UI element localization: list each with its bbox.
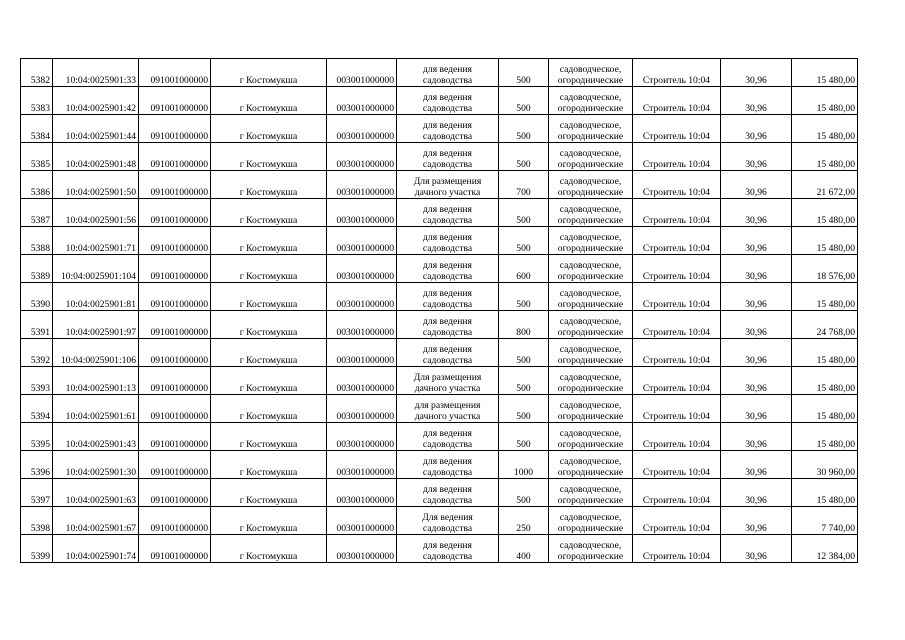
specific-value-cell: 30,96	[721, 339, 792, 367]
cadastral-value-cell: 7 740,00	[792, 507, 858, 535]
permitted-use-line: Для размещения	[413, 372, 482, 383]
specific-value-cell: 30,96	[721, 507, 792, 535]
land-category-line: садоводческое,	[559, 372, 622, 383]
permitted-use-line: для ведения	[423, 148, 472, 159]
cadastral-value-cell: 15 480,00	[792, 87, 858, 115]
land-category-line: огороднические	[557, 327, 624, 338]
land-category-line: огороднические	[557, 215, 624, 226]
cadastral-value-cell: 21 672,00	[792, 171, 858, 199]
land-category-line: садоводческое,	[559, 204, 622, 215]
area-cell: 250	[499, 507, 549, 535]
municipal-code-cell: 003001000000	[327, 115, 397, 143]
table-row	[21, 255, 858, 283]
area-cell: 500	[499, 479, 549, 507]
municipal-code-cell: 003001000000	[327, 395, 397, 423]
permitted-use-line: садоводства	[422, 243, 473, 254]
cadastral-group-cell: Строитель 10:04	[633, 227, 721, 255]
permitted-use-line: для ведения	[423, 540, 472, 551]
okato-code-cell: 091001000000	[139, 283, 211, 311]
land-category-line: садоводческое,	[559, 120, 622, 131]
okato-code-cell: 091001000000	[139, 115, 211, 143]
row-number-cell: 5399	[21, 535, 53, 563]
city-cell: г Костомукша	[211, 535, 327, 563]
specific-value-cell: 30,96	[721, 423, 792, 451]
land-category-line: огороднические	[557, 159, 624, 170]
area-cell: 500	[499, 423, 549, 451]
row-number-cell: 5396	[21, 451, 53, 479]
cadastral-group-cell: Строитель 10:04	[633, 535, 721, 563]
permitted-use-line: для ведения	[423, 204, 472, 215]
table-row	[21, 143, 858, 171]
land-category-cell	[549, 395, 633, 423]
cadastral-number-cell: 10:04:0025901:106	[53, 339, 139, 367]
row-number-cell: 5397	[21, 479, 53, 507]
municipal-code-cell: 003001000000	[327, 255, 397, 283]
cadastral-value-cell: 15 480,00	[792, 367, 858, 395]
permitted-use-cell	[397, 479, 499, 507]
land-category-line: садоводческое,	[559, 428, 622, 439]
permitted-use-line: для размещения	[414, 400, 481, 411]
specific-value-cell: 30,96	[721, 367, 792, 395]
row-number-cell: 5387	[21, 199, 53, 227]
permitted-use-cell	[397, 59, 499, 87]
city-cell: г Костомукша	[211, 227, 327, 255]
permitted-use-cell	[397, 339, 499, 367]
cadastral-number-cell: 10:04:0025901:104	[53, 255, 139, 283]
table-row	[21, 199, 858, 227]
permitted-use-line: Для размещения	[413, 176, 482, 187]
land-category-cell	[549, 423, 633, 451]
cadastral-group-cell: Строитель 10:04	[633, 311, 721, 339]
cadastral-group-cell: Строитель 10:04	[633, 367, 721, 395]
permitted-use-cell	[397, 115, 499, 143]
cadastral-number-cell: 10:04:0025901:61	[53, 395, 139, 423]
area-cell: 500	[499, 199, 549, 227]
permitted-use-cell	[397, 367, 499, 395]
cadastral-value-cell: 15 480,00	[792, 283, 858, 311]
city-cell: г Костомукша	[211, 507, 327, 535]
land-category-cell	[549, 339, 633, 367]
permitted-use-line: дачного участка	[414, 383, 481, 394]
permitted-use-line: садоводства	[422, 131, 473, 142]
land-category-cell	[549, 535, 633, 563]
municipal-code-cell: 003001000000	[327, 451, 397, 479]
specific-value-cell: 30,96	[721, 479, 792, 507]
land-category-line: садоводческое,	[559, 456, 622, 467]
cadastral-group-cell: Строитель 10:04	[633, 87, 721, 115]
land-category-cell	[549, 479, 633, 507]
permitted-use-cell	[397, 171, 499, 199]
area-cell: 500	[499, 59, 549, 87]
city-cell: г Костомукша	[211, 339, 327, 367]
land-category-cell	[549, 115, 633, 143]
city-cell: г Костомукша	[211, 395, 327, 423]
municipal-code-cell: 003001000000	[327, 171, 397, 199]
permitted-use-cell	[397, 283, 499, 311]
municipal-code-cell: 003001000000	[327, 59, 397, 87]
area-cell: 500	[499, 227, 549, 255]
okato-code-cell: 091001000000	[139, 59, 211, 87]
land-category-cell	[549, 451, 633, 479]
cadastral-value-cell: 15 480,00	[792, 115, 858, 143]
cadastral-value-cell: 18 576,00	[792, 255, 858, 283]
cadastral-value-cell: 15 480,00	[792, 143, 858, 171]
table-row	[21, 171, 858, 199]
table-row	[21, 367, 858, 395]
specific-value-cell: 30,96	[721, 283, 792, 311]
land-category-line: огороднические	[557, 439, 624, 450]
cadastral-number-cell: 10:04:0025901:56	[53, 199, 139, 227]
land-category-line: садоводческое,	[559, 512, 622, 523]
row-number-cell: 5398	[21, 507, 53, 535]
area-cell: 800	[499, 311, 549, 339]
municipal-code-cell: 003001000000	[327, 479, 397, 507]
okato-code-cell: 091001000000	[139, 255, 211, 283]
land-category-line: огороднические	[557, 551, 624, 562]
city-cell: г Костомукша	[211, 423, 327, 451]
cadastral-group-cell: Строитель 10:04	[633, 283, 721, 311]
permitted-use-line: садоводства	[422, 551, 473, 562]
cadastral-number-cell: 10:04:0025901:50	[53, 171, 139, 199]
land-category-line: огороднические	[557, 75, 624, 86]
permitted-use-line: для ведения	[423, 428, 472, 439]
table-row	[21, 507, 858, 535]
land-category-cell	[549, 311, 633, 339]
row-number-cell: 5393	[21, 367, 53, 395]
specific-value-cell: 30,96	[721, 199, 792, 227]
cadastral-number-cell: 10:04:0025901:74	[53, 535, 139, 563]
row-number-cell: 5383	[21, 87, 53, 115]
city-cell: г Костомукша	[211, 311, 327, 339]
cadastral-group-cell: Строитель 10:04	[633, 451, 721, 479]
row-number-cell: 5390	[21, 283, 53, 311]
cadastral-number-cell: 10:04:0025901:33	[53, 59, 139, 87]
area-cell: 500	[499, 87, 549, 115]
city-cell: г Костомукша	[211, 283, 327, 311]
table-body	[21, 59, 858, 563]
area-cell: 500	[499, 143, 549, 171]
table-row	[21, 59, 858, 87]
land-category-line: огороднические	[557, 495, 624, 506]
cadastral-group-cell: Строитель 10:04	[633, 479, 721, 507]
permitted-use-line: для ведения	[423, 92, 472, 103]
permitted-use-cell	[397, 87, 499, 115]
permitted-use-cell	[397, 507, 499, 535]
area-cell: 500	[499, 395, 549, 423]
specific-value-cell: 30,96	[721, 451, 792, 479]
row-number-cell: 5394	[21, 395, 53, 423]
city-cell: г Костомукша	[211, 143, 327, 171]
table-row	[21, 87, 858, 115]
cadastral-value-cell: 12 384,00	[792, 535, 858, 563]
cadastral-number-cell: 10:04:0025901:42	[53, 87, 139, 115]
land-category-line: садоводческое,	[559, 148, 622, 159]
permitted-use-line: дачного участка	[414, 411, 481, 422]
okato-code-cell: 091001000000	[139, 367, 211, 395]
specific-value-cell: 30,96	[721, 227, 792, 255]
cadastral-value-cell: 30 960,00	[792, 451, 858, 479]
land-category-cell	[549, 507, 633, 535]
land-category-line: огороднические	[557, 383, 624, 394]
city-cell: г Костомукша	[211, 367, 327, 395]
permitted-use-cell	[397, 255, 499, 283]
municipal-code-cell: 003001000000	[327, 311, 397, 339]
table-row	[21, 423, 858, 451]
cadastral-number-cell: 10:04:0025901:67	[53, 507, 139, 535]
area-cell: 500	[499, 339, 549, 367]
row-number-cell: 5391	[21, 311, 53, 339]
land-category-line: садоводческое,	[559, 176, 622, 187]
land-category-cell	[549, 255, 633, 283]
specific-value-cell: 30,96	[721, 87, 792, 115]
cadastral-value-cell: 15 480,00	[792, 479, 858, 507]
land-category-line: огороднические	[557, 411, 624, 422]
row-number-cell: 5382	[21, 59, 53, 87]
cadastral-group-cell: Строитель 10:04	[633, 255, 721, 283]
cadastral-group-cell: Строитель 10:04	[633, 59, 721, 87]
permitted-use-line: садоводства	[422, 271, 473, 282]
land-category-line: огороднические	[557, 187, 624, 198]
permitted-use-line: садоводства	[422, 159, 473, 170]
permitted-use-cell	[397, 395, 499, 423]
municipal-code-cell: 003001000000	[327, 507, 397, 535]
city-cell: г Костомукша	[211, 479, 327, 507]
okato-code-cell: 091001000000	[139, 87, 211, 115]
land-category-line: садоводческое,	[559, 344, 622, 355]
land-category-line: садоводческое,	[559, 484, 622, 495]
city-cell: г Костомукша	[211, 59, 327, 87]
cadastral-group-cell: Строитель 10:04	[633, 199, 721, 227]
city-cell: г Костомукша	[211, 199, 327, 227]
area-cell: 500	[499, 283, 549, 311]
land-category-line: огороднические	[557, 103, 624, 114]
table-row	[21, 339, 858, 367]
land-category-cell	[549, 143, 633, 171]
permitted-use-line: садоводства	[422, 439, 473, 450]
table-row	[21, 227, 858, 255]
okato-code-cell: 091001000000	[139, 143, 211, 171]
permitted-use-line: садоводства	[422, 215, 473, 226]
cadastral-value-cell: 15 480,00	[792, 339, 858, 367]
cadastral-number-cell: 10:04:0025901:48	[53, 143, 139, 171]
permitted-use-cell	[397, 227, 499, 255]
permitted-use-cell	[397, 311, 499, 339]
city-cell: г Костомукша	[211, 115, 327, 143]
land-category-line: садоводческое,	[559, 316, 622, 327]
okato-code-cell: 091001000000	[139, 339, 211, 367]
permitted-use-cell	[397, 143, 499, 171]
specific-value-cell: 30,96	[721, 171, 792, 199]
permitted-use-line: для ведения	[423, 288, 472, 299]
row-number-cell: 5388	[21, 227, 53, 255]
cadastral-number-cell: 10:04:0025901:81	[53, 283, 139, 311]
row-number-cell: 5385	[21, 143, 53, 171]
permitted-use-cell	[397, 423, 499, 451]
permitted-use-cell	[397, 535, 499, 563]
permitted-use-cell	[397, 199, 499, 227]
cadastral-number-cell: 10:04:0025901:63	[53, 479, 139, 507]
cadastral-number-cell: 10:04:0025901:13	[53, 367, 139, 395]
specific-value-cell: 30,96	[721, 59, 792, 87]
specific-value-cell: 30,96	[721, 311, 792, 339]
area-cell: 500	[499, 367, 549, 395]
specific-value-cell: 30,96	[721, 143, 792, 171]
permitted-use-line: дачного участка	[414, 187, 481, 198]
cadastral-group-cell: Строитель 10:04	[633, 423, 721, 451]
municipal-code-cell: 003001000000	[327, 199, 397, 227]
permitted-use-line: для ведения	[423, 344, 472, 355]
permitted-use-line: для ведения	[423, 316, 472, 327]
cadastral-number-cell: 10:04:0025901:71	[53, 227, 139, 255]
cadastral-value-cell: 15 480,00	[792, 227, 858, 255]
cadastral-group-cell: Строитель 10:04	[633, 339, 721, 367]
land-category-line: садоводческое,	[559, 540, 622, 551]
permitted-use-line: садоводства	[422, 467, 473, 478]
municipal-code-cell: 003001000000	[327, 535, 397, 563]
permitted-use-line: для ведения	[423, 260, 472, 271]
table-row	[21, 535, 858, 563]
land-category-cell	[549, 367, 633, 395]
permitted-use-cell	[397, 451, 499, 479]
okato-code-cell: 091001000000	[139, 311, 211, 339]
row-number-cell: 5386	[21, 171, 53, 199]
cadastral-number-cell: 10:04:0025901:44	[53, 115, 139, 143]
area-cell: 700	[499, 171, 549, 199]
okato-code-cell: 091001000000	[139, 171, 211, 199]
table-row	[21, 479, 858, 507]
land-category-line: садоводческое,	[559, 64, 622, 75]
municipal-code-cell: 003001000000	[327, 283, 397, 311]
land-category-cell	[549, 283, 633, 311]
cadastral-number-cell: 10:04:0025901:97	[53, 311, 139, 339]
cadastral-number-cell: 10:04:0025901:30	[53, 451, 139, 479]
okato-code-cell: 091001000000	[139, 479, 211, 507]
land-category-line: садоводческое,	[559, 232, 622, 243]
land-category-cell	[549, 227, 633, 255]
land-category-line: садоводческое,	[559, 400, 622, 411]
municipal-code-cell: 003001000000	[327, 143, 397, 171]
table-row	[21, 451, 858, 479]
cadastral-value-cell: 15 480,00	[792, 395, 858, 423]
okato-code-cell: 091001000000	[139, 423, 211, 451]
cadastral-value-cell: 15 480,00	[792, 199, 858, 227]
area-cell: 600	[499, 255, 549, 283]
permitted-use-line: для ведения	[423, 232, 472, 243]
land-category-line: садоводческое,	[559, 92, 622, 103]
land-category-line: огороднические	[557, 243, 624, 254]
row-number-cell: 5392	[21, 339, 53, 367]
row-number-cell: 5395	[21, 423, 53, 451]
specific-value-cell: 30,96	[721, 255, 792, 283]
cadastral-group-cell: Строитель 10:04	[633, 395, 721, 423]
permitted-use-line: садоводства	[422, 299, 473, 310]
city-cell: г Костомукша	[211, 171, 327, 199]
permitted-use-line: садоводства	[422, 495, 473, 506]
permitted-use-line: для ведения	[423, 120, 472, 131]
cadastral-number-cell: 10:04:0025901:43	[53, 423, 139, 451]
land-category-line: огороднические	[557, 467, 624, 478]
specific-value-cell: 30,96	[721, 115, 792, 143]
land-category-line: садоводческое,	[559, 260, 622, 271]
table-row	[21, 283, 858, 311]
okato-code-cell: 091001000000	[139, 395, 211, 423]
okato-code-cell: 091001000000	[139, 451, 211, 479]
permitted-use-line: для ведения	[423, 64, 472, 75]
okato-code-cell: 091001000000	[139, 507, 211, 535]
land-category-line: огороднические	[557, 523, 624, 534]
municipal-code-cell: 003001000000	[327, 423, 397, 451]
municipal-code-cell: 003001000000	[327, 87, 397, 115]
land-plot-register-table	[20, 58, 858, 563]
permitted-use-line: садоводства	[422, 103, 473, 114]
land-category-line: огороднические	[557, 299, 624, 310]
permitted-use-line: Для ведения	[422, 512, 473, 523]
city-cell: г Костомукша	[211, 87, 327, 115]
specific-value-cell: 30,96	[721, 535, 792, 563]
table-row	[21, 115, 858, 143]
area-cell: 400	[499, 535, 549, 563]
municipal-code-cell: 003001000000	[327, 227, 397, 255]
land-category-line: огороднические	[557, 271, 624, 282]
specific-value-cell: 30,96	[721, 395, 792, 423]
land-category-line: огороднические	[557, 355, 624, 366]
land-category-line: огороднические	[557, 131, 624, 142]
area-cell: 500	[499, 115, 549, 143]
land-category-cell	[549, 59, 633, 87]
row-number-cell: 5384	[21, 115, 53, 143]
okato-code-cell: 091001000000	[139, 199, 211, 227]
permitted-use-line: для ведения	[423, 456, 472, 467]
cadastral-value-cell: 15 480,00	[792, 59, 858, 87]
city-cell: г Костомукша	[211, 255, 327, 283]
permitted-use-line: садоводства	[422, 327, 473, 338]
city-cell: г Костомукша	[211, 451, 327, 479]
permitted-use-line: садоводства	[422, 75, 473, 86]
cadastral-group-cell: Строитель 10:04	[633, 507, 721, 535]
row-number-cell: 5389	[21, 255, 53, 283]
land-category-line: садоводческое,	[559, 288, 622, 299]
land-category-cell	[549, 171, 633, 199]
municipal-code-cell: 003001000000	[327, 367, 397, 395]
cadastral-group-cell: Строитель 10:04	[633, 115, 721, 143]
permitted-use-line: садоводства	[422, 523, 473, 534]
cadastral-value-cell: 15 480,00	[792, 423, 858, 451]
cadastral-group-cell: Строитель 10:04	[633, 171, 721, 199]
municipal-code-cell: 003001000000	[327, 339, 397, 367]
table-row	[21, 311, 858, 339]
permitted-use-line: для ведения	[423, 484, 472, 495]
okato-code-cell: 091001000000	[139, 227, 211, 255]
area-cell: 1000	[499, 451, 549, 479]
cadastral-value-cell: 24 768,00	[792, 311, 858, 339]
table-row	[21, 395, 858, 423]
permitted-use-line: садоводства	[422, 355, 473, 366]
okato-code-cell: 091001000000	[139, 535, 211, 563]
land-category-cell	[549, 87, 633, 115]
cadastral-group-cell: Строитель 10:04	[633, 143, 721, 171]
land-category-cell	[549, 199, 633, 227]
